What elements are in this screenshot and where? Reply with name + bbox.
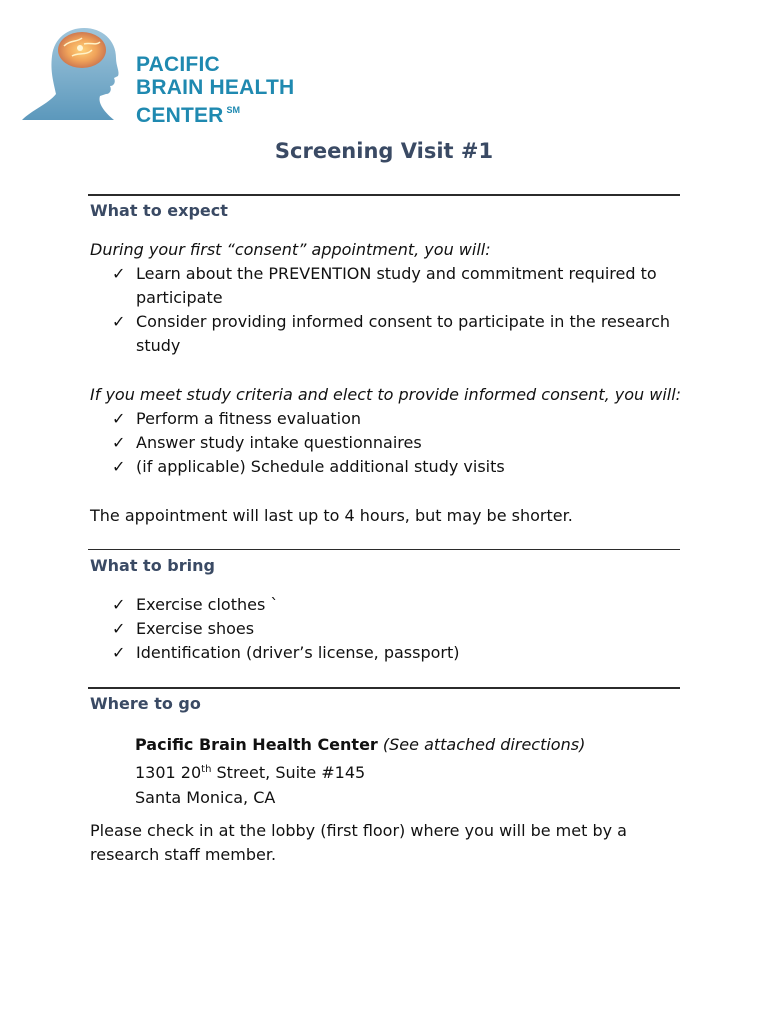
section-divider [88,687,680,689]
place-name: Pacific Brain Health Center [135,735,378,754]
logo [22,24,322,127]
logo-line-1: PACIFIC [136,53,220,76]
checkmark-icon: ✓ [112,409,126,428]
checkmark-icon: ✓ [112,433,126,452]
checkmark-icon: ✓ [112,312,126,331]
list-item: ✓ Answer study intake questionnaires [112,431,682,455]
criteria-intro: If you meet study criteria and elect to provide informed consent, you will: [90,385,682,404]
logo-wordmark [136,53,294,127]
logo-line-2: BRAIN HEALTH [136,76,295,99]
check-in-instructions: Please check in at the lobby (first floor) where you will be met by a research staff member. [90,821,627,864]
address-block [135,732,695,810]
list-item: ✓ (if applicable) Schedule additional study visits [112,455,682,479]
checkmark-icon: ✓ [112,457,126,476]
bring-list [112,593,682,665]
consent-intro: During your first “consent” appointment, you will: [90,240,491,259]
section-heading-what-to-expect: What to expect [90,201,228,220]
list-item: ✓ Identification (driver’s license, passport) [112,641,682,665]
page-title: Screening Visit #1 [274,139,494,163]
list-item: ✓ Exercise shoes [112,617,682,641]
checkmark-icon: ✓ [112,619,126,638]
section-heading-where-to-go: Where to go [90,694,201,713]
section-divider [88,194,680,196]
list-item: ✓ Consider providing informed consent to participate in the research study [112,312,671,355]
logo-line-3: CENTER [136,104,224,127]
duration-note: The appointment will last up to 4 hours, but may be shorter. [90,506,573,525]
list-item: ✓ Exercise clothes ` [112,593,682,617]
consent-list [112,262,682,358]
street-line: 1301 20th Street, Suite #145 [135,763,366,782]
checkmark-icon: ✓ [112,264,126,283]
checkmark-icon: ✓ [112,643,126,662]
service-mark: SM [226,105,241,115]
directions-note: (See attached directions) [382,735,586,754]
section-heading-what-to-bring: What to bring [90,556,215,575]
section-divider [88,549,680,550]
city-line: Santa Monica, CA [135,788,276,807]
checkmark-icon: ✓ [112,595,126,614]
list-item: ✓ Learn about the PREVENTION study and commitment required to participate [112,264,657,307]
head-brain-icon [22,24,132,124]
criteria-list [112,407,682,479]
place-line [135,732,695,757]
list-item: ✓ Perform a fitness evaluation [112,407,682,431]
